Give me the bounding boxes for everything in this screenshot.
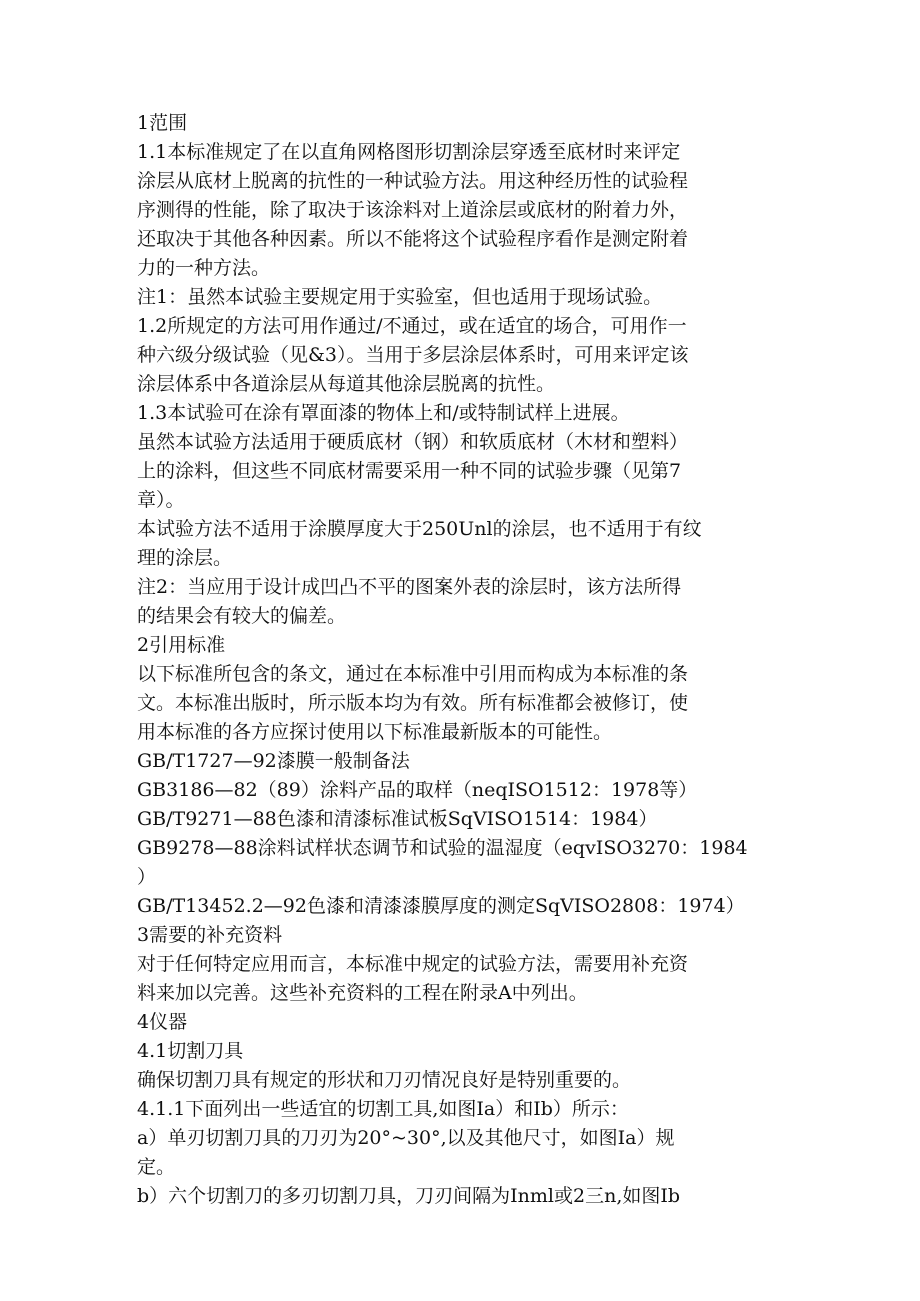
paragraph-line: 本试验方法不适用于涂膜厚度大于250Unl的涂层，也不适用于有纹 <box>137 518 702 540</box>
paragraph-line: 力的一种方法。 <box>137 257 271 279</box>
paragraph-line: 文。本标准出版时，所示版本均为有效。所有标准都会被修订，使 <box>137 692 689 714</box>
list-item-line: b）六个切割刀的多刃切割刀具，刀刃间隔为Inml或2三n,如图Ib <box>137 1185 681 1207</box>
paragraph-line: 确保切割刀具有规定的形状和刀刃情况良好是特别重要的。 <box>137 1069 632 1091</box>
paragraph-line: 料来加以完善。这些补充资料的工程在附录A中列出。 <box>137 982 588 1004</box>
section-heading-supplementary: 3需要的补充资料 <box>137 924 283 946</box>
paragraph-line: 涂层从底材上脱离的抗性的一种试验方法。用这种经历性的试验程 <box>137 170 689 192</box>
note-line: 注1：虽然本试验主要规定用于实验室，但也适用于现场试验。 <box>137 286 663 308</box>
list-item-line: 定。 <box>137 1156 176 1178</box>
section-heading-references: 2引用标准 <box>137 634 226 656</box>
subsection-heading-cutting-tool: 4.1切割刀具 <box>137 1040 244 1062</box>
paragraph-line: 4.1.1下面列出一些适宜的切割工具,如图Ia）和Ib）所示： <box>137 1098 629 1120</box>
paragraph-line: 1.1本标准规定了在以直角网格图形切割涂层穿透至底材时来评定 <box>137 141 681 163</box>
reference-item: GB3186—82（89）涂料产品的取样（neqISO1512：1978等） <box>137 779 698 801</box>
paragraph-line: 1.3本试验可在涂有罩面漆的物体上和/或特制试样上进展。 <box>137 402 630 424</box>
paragraph-line: 用本标准的各方应探讨使用以下标准最新版本的可能性。 <box>137 721 613 743</box>
list-item-line: a）单刃切割刀具的刀刃为20°~30°,以及其他尺寸，如图Ia）规 <box>137 1127 675 1149</box>
section-heading-apparatus: 4仪器 <box>137 1011 188 1033</box>
reference-item: GB/T9271—88色漆和清漆标准试板SqVISO1514：1984） <box>137 808 658 830</box>
reference-item: GB/T1727—92漆膜一般制备法 <box>137 750 410 772</box>
paragraph-line: 序测得的性能，除了取决于该涂料对上道涂层或底材的附着力外， <box>137 199 689 221</box>
note-line: 的结果会有较大的偏差。 <box>137 605 347 627</box>
reference-item: GB/T13452.2—92色漆和清漆漆膜厚度的测定SqVISO2808：1974） <box>137 895 745 917</box>
paragraph-line: 种六级分级试验（见&3）。当用于多层涂层体系时，可用来评定该 <box>137 344 689 366</box>
note-line: 注2：当应用于设计成凹凸不平的图案外表的涂层时，该方法所得 <box>137 576 682 598</box>
paragraph-line: 对于任何特定应用而言，本标准中规定的试验方法，需要用补充资 <box>137 953 689 975</box>
paragraph-line: 上的涂料，但这些不同底材需要采用一种不同的试验步骤（见第7 <box>137 460 682 482</box>
paragraph-line: 1.2所规定的方法可用作通过/不通过，或在适宜的场合，可用作一 <box>137 315 687 337</box>
reference-item: GB9278—88涂料试样状态调节和试验的温湿度（eqvISO3270：1984 <box>137 837 748 859</box>
paragraph-line: 还取决于其他各种因素。所以不能将这个试验程序看作是测定附着 <box>137 228 689 250</box>
paragraph-line: 章）。 <box>137 489 185 511</box>
paragraph-line: 涂层体系中各道涂层从每道其他涂层脱离的抗性。 <box>137 373 556 395</box>
reference-item: ） <box>137 866 157 888</box>
paragraph-line: 理的涂层。 <box>137 547 233 569</box>
document-body <box>137 109 787 1211</box>
paragraph-line: 虽然本试验方法适用于硬质底材（钢）和软质底材（木材和塑料） <box>137 431 689 453</box>
paragraph-line: 以下标准所包含的条文，通过在本标准中引用而构成为本标准的条 <box>137 663 689 685</box>
section-heading-scope: 1范围 <box>137 112 188 134</box>
